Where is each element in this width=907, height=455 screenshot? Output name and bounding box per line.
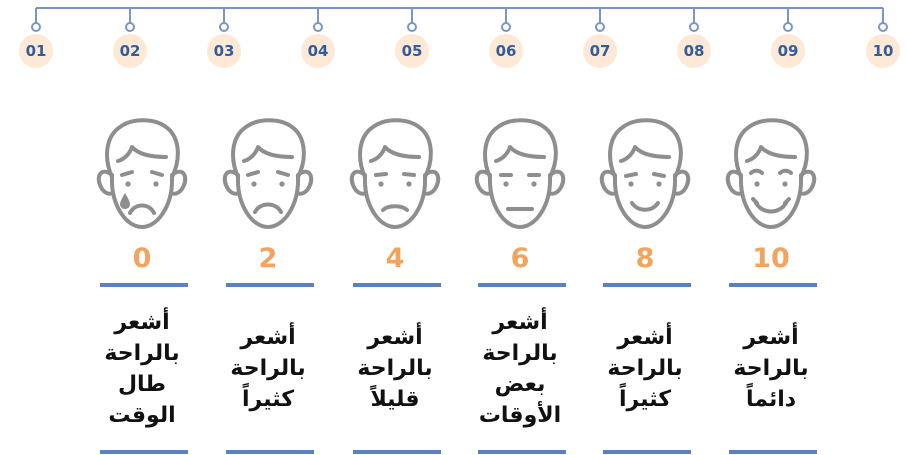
divider bbox=[353, 450, 441, 454]
scale-item-4 bbox=[340, 115, 450, 455]
scale-label-box bbox=[218, 291, 318, 446]
divider bbox=[100, 283, 188, 287]
scale-item-6 bbox=[465, 115, 575, 455]
score-value: 4 bbox=[385, 243, 405, 274]
neutral-face-icon bbox=[470, 115, 570, 237]
divider bbox=[603, 450, 691, 454]
divider bbox=[478, 283, 566, 287]
divider bbox=[353, 283, 441, 287]
step-05: 05 bbox=[395, 34, 429, 68]
score-value: 0 bbox=[132, 243, 152, 274]
divider bbox=[729, 283, 817, 287]
scale-label-box bbox=[92, 291, 192, 446]
step-03: 03 bbox=[207, 34, 241, 68]
divider bbox=[226, 450, 314, 454]
step-04: 04 bbox=[301, 34, 335, 68]
score-value: 10 bbox=[752, 243, 790, 274]
divider bbox=[603, 283, 691, 287]
scale-item-2 bbox=[213, 115, 323, 455]
step-06: 06 bbox=[489, 34, 523, 68]
scale-label: أشعر بالراحة قليلاً bbox=[357, 325, 433, 412]
scale-label-box bbox=[470, 291, 570, 446]
divider bbox=[100, 450, 188, 454]
score-value: 8 bbox=[635, 243, 655, 274]
scale-item-8 bbox=[590, 115, 700, 455]
score-value: 2 bbox=[258, 243, 278, 274]
step-02: 02 bbox=[113, 34, 147, 68]
scale-label: أشعر بالراحة كثيراً bbox=[607, 325, 683, 412]
step-10: 10 bbox=[866, 34, 900, 68]
scale-label: أشعر بالراحة طال الوقت bbox=[104, 309, 180, 428]
divider bbox=[478, 450, 566, 454]
scale-label-box bbox=[595, 291, 695, 446]
timeline-line bbox=[36, 8, 883, 27]
happy-face-icon bbox=[721, 115, 821, 237]
step-08: 08 bbox=[677, 34, 711, 68]
step-09: 09 bbox=[771, 34, 805, 68]
scale-item-0 bbox=[87, 115, 197, 455]
step-07: 07 bbox=[583, 34, 617, 68]
scale-label: أشعر بالراحة كثيراً bbox=[230, 325, 306, 412]
scale-label-box bbox=[721, 291, 821, 446]
divider bbox=[226, 283, 314, 287]
scale-label-box bbox=[345, 291, 445, 446]
smile-face-icon bbox=[595, 115, 695, 237]
sad-face-icon bbox=[218, 115, 318, 237]
slightly-sad-face-icon bbox=[345, 115, 445, 237]
crying-face-icon bbox=[92, 115, 192, 237]
scale-item-10 bbox=[716, 115, 826, 455]
step-01: 01 bbox=[19, 34, 53, 68]
scale-label: أشعر بالراحة دائماً bbox=[733, 325, 809, 412]
score-value: 6 bbox=[510, 243, 530, 274]
scale-label: أشعر بالراحة بعض الأوقات bbox=[478, 309, 562, 428]
divider bbox=[729, 450, 817, 454]
